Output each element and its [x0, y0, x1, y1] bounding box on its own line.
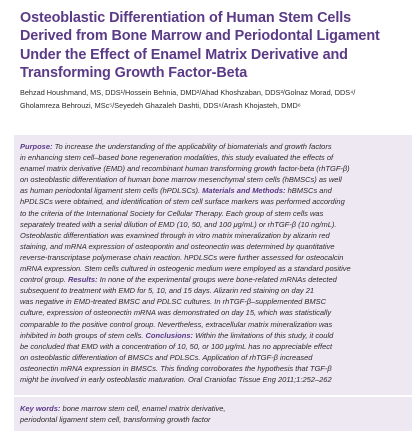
title-line: Derived from Bone Marrow and Periodontal Ligament [20, 28, 380, 45]
keywords-text [20, 403, 405, 425]
abstract-line [20, 274, 408, 285]
abstract-line: to the criteria of the International Society for Cellular Therapy. Each group of stem cells was [20, 208, 324, 218]
conclusions-label: Conclusions: [145, 330, 194, 340]
abstract-line: was negative in EMD-treated BMSC and PDLSC cultures. In rhTGF-β–supplemented BMSC [20, 297, 327, 307]
abstract-line: be concluded that EMD with a concentration of 10, 50, or 100 μg/mL has no appreciable effect [20, 341, 333, 351]
abstract-line: subsequent to treatment with EMD for 5, 10, and 15 days. Alizarin red staining on day 21 [20, 286, 315, 296]
keywords-line [20, 403, 405, 414]
title-line: Under the Effect of Enamel Matrix Derivative and [20, 46, 348, 63]
abstract-fragment: Within the limitations of this study, it could [193, 330, 334, 340]
abstract-text [20, 141, 408, 385]
abstract-fragment: as human periodontal ligament stem cells (hPDLSCs). [20, 186, 203, 196]
abstract-line: reverse-transcriptase polymerase chain reaction. hPDLSCs were further assessed for osteocalcin [20, 252, 344, 262]
abstract-line [20, 330, 408, 341]
abstract-line [20, 185, 408, 196]
article-title [20, 9, 410, 82]
abstract-line: on osteoblastic differentiation of human bone marrow mesenchymal stem cells (hBMSCs) as well [20, 175, 342, 185]
abstract-line: culture, expression of osteonectin mRNA was demonstrated on day 15, which was statistically [20, 308, 332, 318]
abstract-line: separately treated with a serial dilution of EMD (10, 50, and 100 μg/mL) or rhTGF-β (10 ng/mL). [20, 219, 337, 229]
title-line: Transforming Growth Factor-Beta [20, 64, 248, 81]
abstract-fragment: control group. [20, 275, 68, 285]
purpose-label: Purpose: [20, 142, 53, 151]
abstract-line: might be involved in early osteoblastic maturation. Oral Craniofac Tissue Eng 2011;1:252–262 [20, 374, 332, 384]
abstract-line: staining, and mRNA expression of osteopontin and osteonectin was determined by quantitative [20, 241, 335, 251]
abstract-fragment: hBMSCs and [285, 186, 332, 196]
abstract-line: in enhancing stem cell–based bone regeneration modalities, this study evaluated the effects of [20, 153, 334, 163]
keywords-fragment: bone marrow stem cell, enamel matrix derivative, [60, 404, 226, 413]
results-label: Results: [67, 275, 98, 285]
abstract-line: comparable to the positive control group. Nevertheless, extracellular matrix mineralization was [20, 319, 333, 329]
author-list [20, 86, 415, 112]
abstract-line: osteonectin mRNA expression in BMSCs. This finding corroborates the hypothesis that TGF-β [20, 363, 332, 373]
abstract-fragment: inhibited in both groups of stem cells. [20, 330, 146, 340]
keywords-line: periodontal ligament stem cell, transforming growth factor [20, 415, 211, 424]
author-line: Gholamreza Behrouzi, MSc⁵/Seyedeh Ghazaleh Dashti, DDS⁶/Arash Khojasteh, DMD⁶ [20, 101, 301, 110]
abstract-line [20, 141, 408, 152]
abstract-line: hPDLSCs were obtained, and identification of stem cell surface markers was performed according [20, 197, 345, 207]
author-line: Behzad Houshmand, MS, DDS¹/Hossein Behnia, DMD²/Ahad Khoshzaban, DDS³/Golnaz Morad, DDS⁴/ [20, 88, 356, 97]
abstract-fragment: In none of the experimental groups were bone-related mRNAs detected [97, 275, 337, 285]
abstract-line: Osteoblastic differentiation was examined through in vitro matrix mineralization by alizarin red [20, 230, 330, 240]
title-line: Osteoblastic Differentiation of Human Stem Cells [20, 10, 352, 26]
abstract-fragment: To increase the understanding of the applicability of biomaterials and growth factors [52, 142, 332, 151]
keywords-label: Key words: [20, 404, 61, 413]
abstract-line: enamel matrix derivative (EMD) and recombinant human transforming growth factor-beta (rhTGF-β) [20, 164, 350, 174]
methods-label: Materials and Methods: [202, 186, 286, 196]
abstract-line: mRNA expression. Stem cells cultured in osteogenic medium were employed as a standard positive [20, 264, 351, 274]
abstract-line: on osteoblastic differentiation of BMSCs and PDLSCs. Application of rhTGF-β increased [20, 352, 313, 362]
